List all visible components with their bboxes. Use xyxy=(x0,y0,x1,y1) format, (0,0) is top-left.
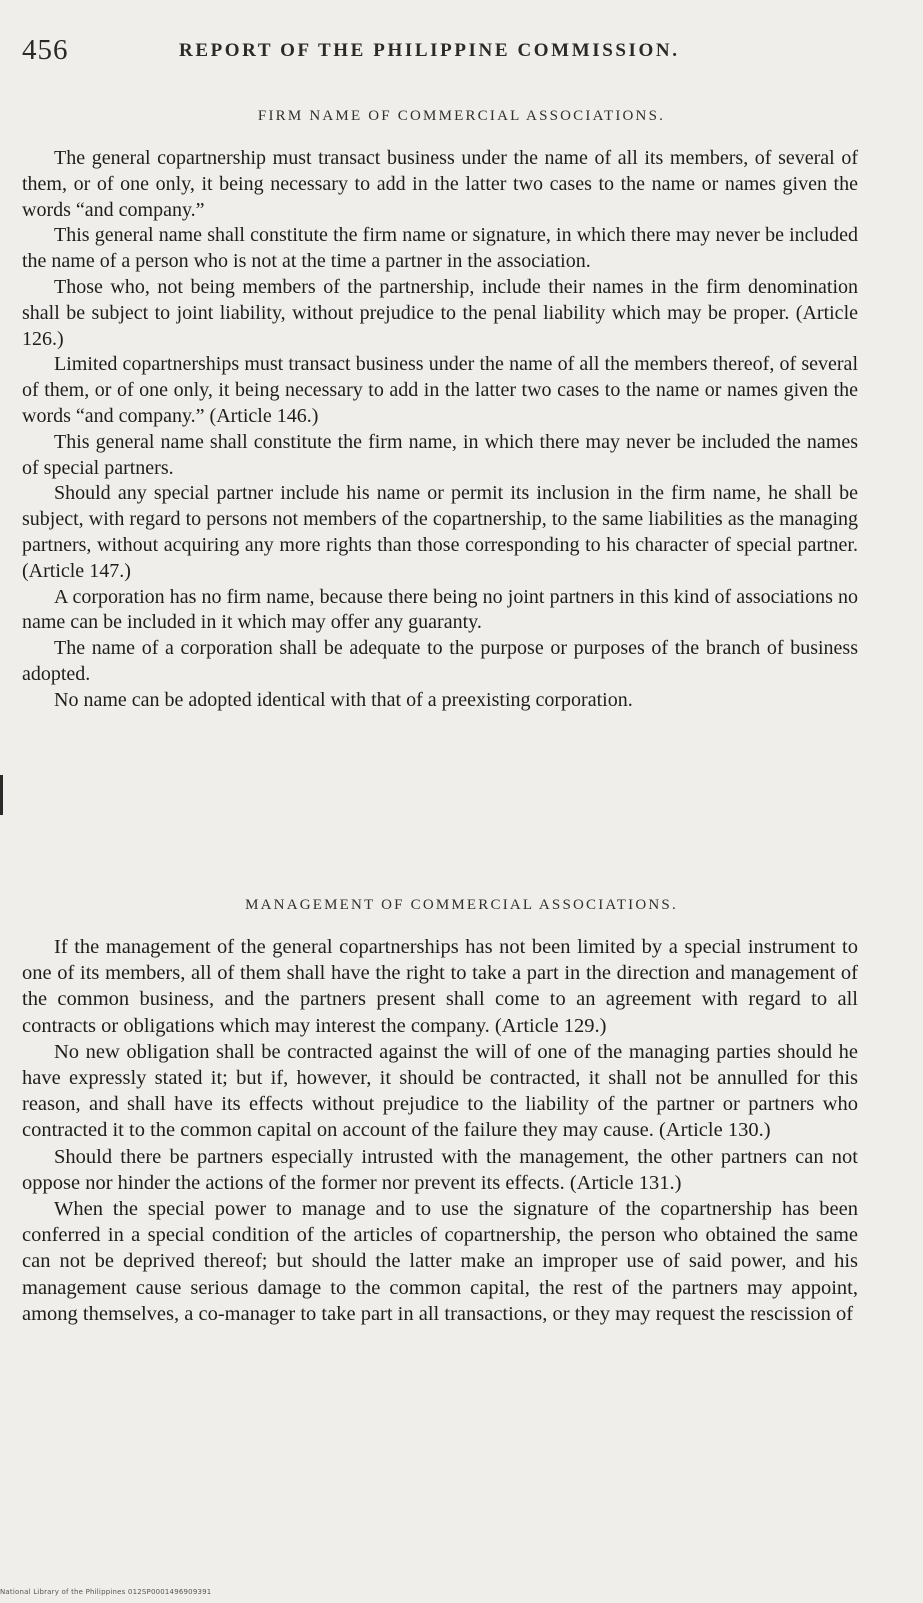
paragraph: This general name shall constitute the firm name, in which there may never be included the names of special partners. xyxy=(22,430,858,479)
section-management xyxy=(22,934,858,1327)
page-header xyxy=(14,34,894,70)
section-heading-management: MANAGEMENT OF COMMERCIAL ASSOCIATIONS. xyxy=(245,897,678,913)
paragraph: Should any special partner include his name or permit its inclusion in the firm name, he shall be subject, with regard to persons not members of the copartnership, to the same liabilities as the managing partners, without acquiring any more rights than those corresponding to his character of special partner. (Article 147.) xyxy=(22,482,858,582)
paragraph: No name can be adopted identical with that of a preexisting corporation. xyxy=(54,688,633,711)
scan-edge-mark xyxy=(0,775,3,815)
paragraph: When the special power to manage and to use the signature of the copartnership has been conferred in a special condition of the articles of copartnership, the person who obtained the same can not be deprived thereof; but should the latter make an improper use of said power, and his management cause serious damage to the common capital, the rest of the partners may appoint, among themselves, a co-manager to take part in all transactions, or they may request the rescission of xyxy=(22,1198,858,1325)
running-title: REPORT OF THE PHILIPPINE COMMISSION. xyxy=(179,40,680,61)
paragraph: Should there be partners especially intrusted with the management, the other partners can not oppose nor hinder the actions of the former nor prevent its effects. (Article 131.) xyxy=(22,1145,858,1194)
scan-footer: National Library of the Philippines 012SP0001496909391 xyxy=(0,1588,212,1596)
paragraph: If the management of the general copartnerships has not been limited by a special instrument to one of its members, all of them shall have the right to take a part in the direction and management of the common business, and the partners present shall come to an agreement with regard to all contracts or obligations which may interest the company. (Article 129.) xyxy=(22,936,858,1037)
paragraph: The general copartnership must transact business under the name of all its members, of several of them, or of one only, it being necessary to add in the latter two cases to the name or names given the words “and company.” xyxy=(22,147,858,221)
paragraph: Those who, not being members of the partnership, include their names in the firm denomination shall be subject to joint liability, without prejudice to the penal liability which may be proper. (Article 126.) xyxy=(22,275,858,350)
section-firm-name xyxy=(22,146,858,714)
paragraph: A corporation has no firm name, because there being no joint partners in this kind of associations no name can be included in it which may offer any guaranty. xyxy=(22,585,858,634)
paragraph: Limited copartnerships must transact business under the name of all the members thereof, of several of them, or of one only, it being necessary to add in the latter two cases to the name or names given the words “and company.” (Article 146.) xyxy=(22,353,858,427)
paragraph: This general name shall constitute the firm name or signature, in which there may never be included the name of a person who is not at the time a partner in the association. xyxy=(22,224,858,273)
paragraph: No new obligation shall be contracted against the will of one of the managing parties should he have expressly stated it; but if, however, it should be contracted, it shall not be annulled for this reason, and shall have its effects without prejudice to the liability of the partner or partners who contracted it to the common capital on account of the failure they may cause. (Article 130.) xyxy=(22,1040,858,1142)
page-number: 456 xyxy=(22,34,69,66)
section-heading-firm-name: FIRM NAME OF COMMERCIAL ASSOCIATIONS. xyxy=(257,108,666,124)
paragraph: The name of a corporation shall be adequate to the purpose or purposes of the branch of business adopted. xyxy=(22,637,858,685)
